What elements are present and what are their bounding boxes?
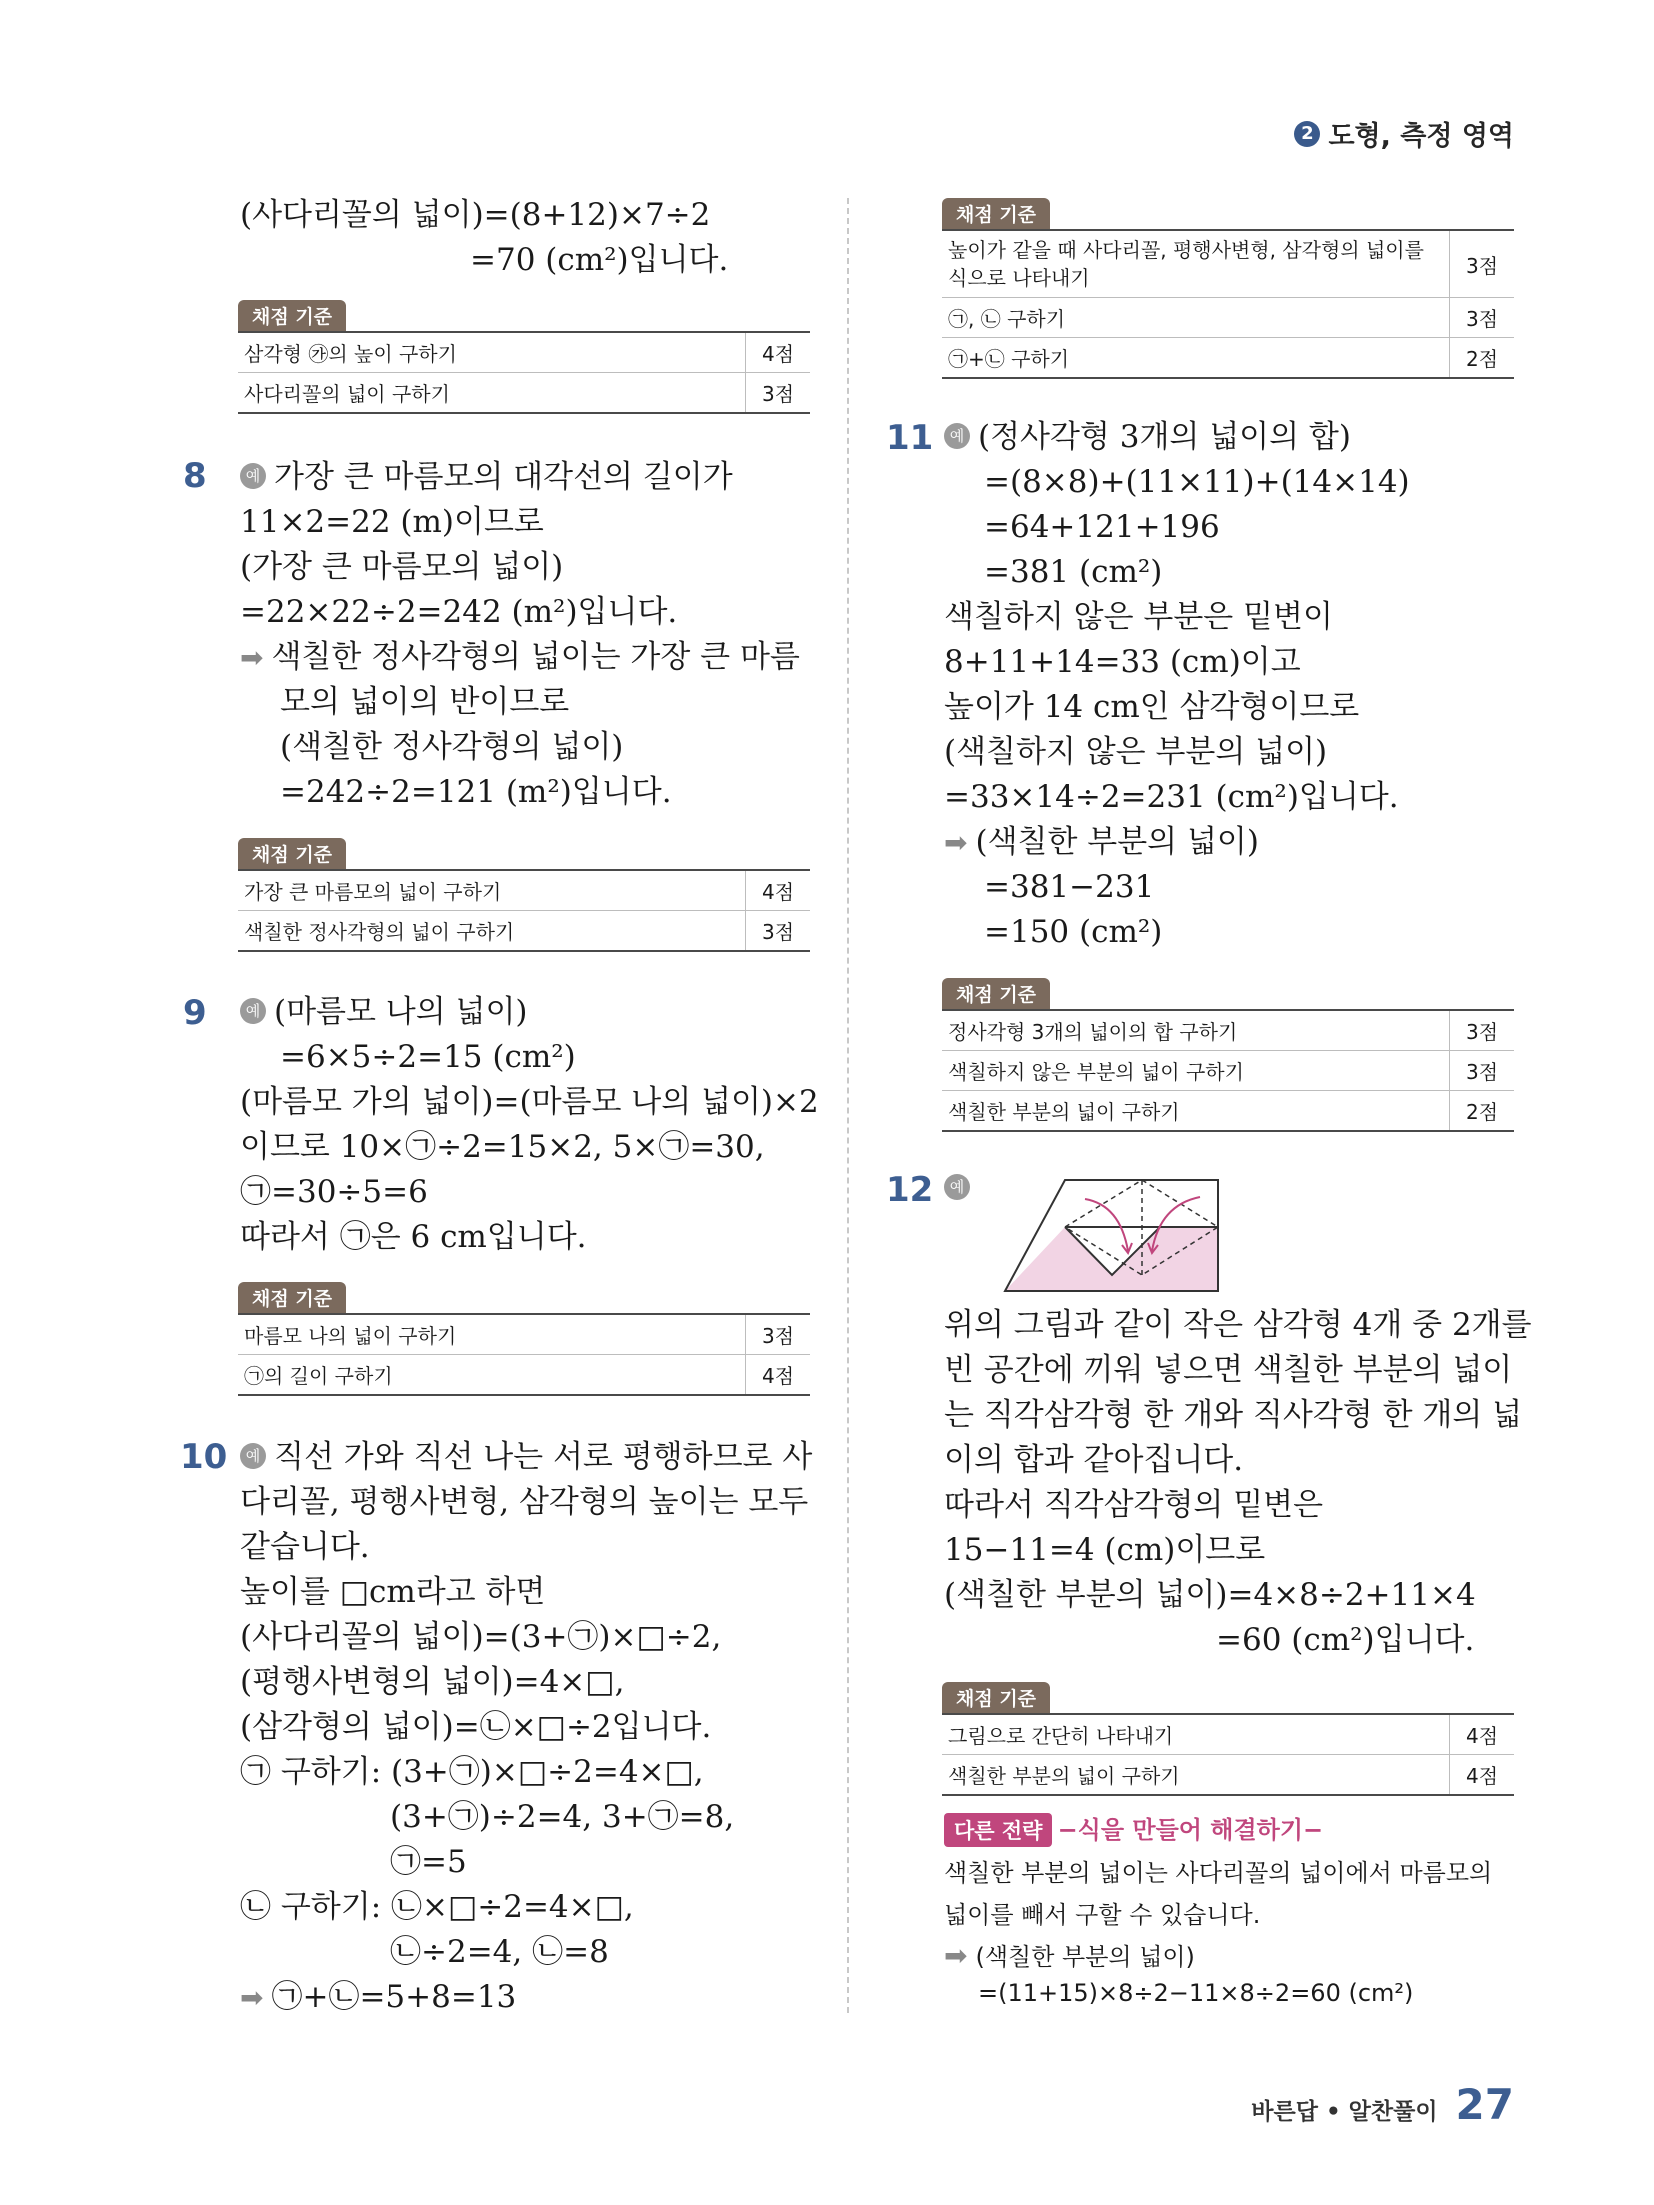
q8-line-2: 11×2=22 (m)이므로 (240, 504, 544, 540)
q12-figure (1000, 1175, 1230, 1295)
arrow-icon: ➡ (240, 641, 264, 674)
q10-line-4: 높이를 □cm라고 하면 (240, 1574, 546, 1610)
question-number-9: 9 (183, 993, 207, 1033)
criteria-row (942, 1010, 1514, 1051)
criteria-score: 3점 (746, 1314, 811, 1355)
criteria-row (942, 1091, 1514, 1132)
alt-strategy-title: −식을 만들어 해결하기− (1057, 1816, 1324, 1844)
q8-line-1: 예 가장 큰 마름모의 대각선의 길이가 (240, 455, 733, 499)
q9-line-2: =6×5÷2=15 (cm²) (280, 1039, 576, 1075)
criteria-label: 높이가 같을 때 사다리꼴, 평행사변형, 삼각형의 넓이를 식으로 나타내기 (948, 238, 1424, 290)
criteria-label: 색칠하지 않은 부분의 넓이 구하기 (942, 1051, 1450, 1091)
column-divider (847, 198, 849, 2013)
shaded-region (1005, 1227, 1218, 1291)
criteria-label: 마름모 나의 넓이 구하기 (244, 1324, 457, 1348)
criteria-tag: 채점 기준 (238, 838, 346, 869)
q11-line-10: ➡ (색칠한 부분의 넓이) (944, 820, 1259, 865)
criteria-row (942, 298, 1514, 338)
q10-line-6: (평행사변형의 넓이)=4×□, (240, 1664, 625, 1700)
criteria-row (238, 870, 810, 911)
criteria-tag: 채점 기준 (942, 1682, 1050, 1713)
q11-line-7: 높이가 14 cm인 삼각형이므로 (944, 689, 1360, 725)
criteria-label: 그림으로 간단히 나타내기 (948, 1724, 1174, 1748)
q10-line-5: (사다리꼴의 넓이)=(3+㉠)×□÷2, (240, 1619, 722, 1655)
criteria-row (942, 1755, 1514, 1796)
criteria-label: ㉠, ㉡ 구하기 (942, 298, 1450, 338)
criteria-score: 3점 (1450, 1010, 1515, 1051)
q12-line-2: 빈 공간에 끼워 넣으면 색칠한 부분의 넓이 (944, 1352, 1513, 1388)
q8-line-3: (가장 큰 마름모의 넓이) (240, 549, 564, 585)
q8-line-5: ➡ 색칠한 정사각형의 넓이는 가장 큰 마름 (240, 635, 800, 680)
q8-line-8: =242÷2=121 (m²)입니다. (280, 774, 672, 810)
q9-line-3: (마름모 가의 넓이)=(마름모 나의 넓이)×2 (240, 1084, 819, 1120)
alt-line-2: 넓이를 빼서 구할 수 있습니다. (944, 1901, 1261, 1929)
q12-line-3: 는 직각삼각형 한 개와 직사각형 한 개의 넓 (944, 1397, 1523, 1433)
criteria-label: 색칠한 부분의 넓이 구하기 (942, 1755, 1450, 1796)
q9-line-6: 따라서 ㉠은 6 cm입니다. (240, 1219, 587, 1255)
alt-line-1: 색칠한 부분의 넓이는 사다리꼴의 넓이에서 마름모의 (944, 1859, 1493, 1887)
q10-line-10: ㉠=5 (390, 1844, 467, 1880)
question-number-8: 8 (183, 456, 207, 496)
criteria-row (238, 911, 810, 952)
q10-line-7: (삼각형의 넓이)=㉡×□÷2입니다. (240, 1709, 712, 1745)
alt-strategy-header (944, 1810, 1323, 1847)
arrow-icon: ➡ (944, 1939, 968, 1972)
example-badge: 예 (944, 1174, 970, 1200)
criteria-score: 3점 (746, 373, 811, 414)
criteria-tag: 채점 기준 (238, 300, 346, 331)
q11-line-4: =381 (cm²) (984, 554, 1163, 590)
criteria-row (942, 1051, 1514, 1091)
alt-strategy-tag: 다른 전략 (944, 1813, 1052, 1847)
criteria-row (942, 1714, 1514, 1755)
example-badge: 예 (240, 1443, 266, 1469)
q7-line-1: (사다리꼴의 넓이)=(8+12)×7÷2 (240, 197, 711, 233)
criteria-label: ㉠+㉡ 구하기 (942, 338, 1450, 379)
question-number-12: 12 (886, 1170, 934, 1210)
q11-line-8: (색칠하지 않은 부분의 넓이) (944, 734, 1328, 770)
criteria-label: 삼각형 ㉮의 높이 구하기 (244, 342, 457, 366)
question-number-11: 11 (886, 418, 934, 458)
q8-line-6: 모의 넓이의 반이므로 (280, 684, 570, 720)
arrow-icon: ➡ (944, 826, 968, 859)
q9-line-4: 이므로 10×㉠÷2=15×2, 5×㉠=30, (240, 1129, 765, 1165)
q10-line-1: 예 직선 가와 직선 나는 서로 평행하므로 사 (240, 1435, 812, 1479)
page-footer (1251, 2080, 1514, 2129)
q10-line-2: 다리꼴, 평행사변형, 삼각형의 높이는 모두 (240, 1484, 809, 1520)
criteria-tag: 채점 기준 (942, 198, 1050, 229)
section-title: 도형, 측정 영역 (1328, 121, 1514, 152)
criteria-row (238, 332, 810, 373)
criteria-row (942, 338, 1514, 379)
criteria-label: 정사각형 3개의 넓이의 합 구하기 (948, 1020, 1238, 1044)
criteria-label: 색칠한 정사각형의 넓이 구하기 (238, 911, 746, 952)
q12-example (944, 1166, 978, 1210)
question-number-10: 10 (180, 1437, 228, 1477)
criteria-score: 3점 (1450, 298, 1515, 338)
q10-line-8: ㉠ 구하기: (3+㉠)×□÷2=4×□, (240, 1754, 704, 1790)
q7-line-2: =70 (cm²)입니다. (470, 242, 729, 278)
criteria-score: 2점 (1450, 1091, 1515, 1132)
criteria-tag: 채점 기준 (238, 1282, 346, 1313)
example-badge: 예 (240, 463, 266, 489)
alt-line-3: ➡ (색칠한 부분의 넓이) (944, 1939, 1195, 1972)
criteria-label: 사다리꼴의 넓이 구하기 (238, 373, 746, 414)
q12-line-5: 따라서 직각삼각형의 밑변은 (944, 1487, 1324, 1523)
q10-criteria (942, 198, 1514, 379)
q9-criteria (238, 1282, 810, 1396)
criteria-score: 4점 (1450, 1714, 1515, 1755)
page-number: 27 (1455, 2080, 1514, 2129)
criteria-label: ㉠의 길이 구하기 (238, 1355, 746, 1396)
footer-text: 바른답 • 알찬풀이 (1251, 2099, 1438, 2125)
q10-line-9: (3+㉠)÷2=4, 3+㉠=8, (390, 1799, 735, 1835)
example-badge: 예 (944, 423, 970, 449)
q10-line-12: ㉡÷2=4, ㉡=8 (390, 1934, 609, 1970)
q10-line-13: ➡ ㉠+㉡=5+8=13 (240, 1975, 516, 2020)
q11-line-6: 8+11+14=33 (cm)이고 (944, 644, 1301, 680)
criteria-score: 4점 (1450, 1755, 1515, 1796)
criteria-score: 4점 (746, 870, 811, 911)
example-badge: 예 (240, 998, 266, 1024)
q9-line-5: ㉠=30÷5=6 (240, 1174, 428, 1210)
q11-line-11: =381−231 (984, 869, 1155, 905)
criteria-score: 3점 (1450, 1051, 1515, 1091)
q7-criteria (238, 300, 810, 414)
section-number: 2 (1294, 121, 1320, 147)
q11-line-9: =33×14÷2=231 (cm²)입니다. (944, 779, 1399, 815)
q11-line-5: 색칠하지 않은 부분은 밑변이 (944, 599, 1333, 635)
q12-line-4: 이의 합과 같아집니다. (944, 1442, 1244, 1478)
q12-line-1: 위의 그림과 같이 작은 삼각형 4개 중 2개를 (944, 1307, 1532, 1343)
criteria-tag: 채점 기준 (942, 978, 1050, 1009)
alt-line-4: =(11+15)×8÷2−11×8÷2=60 (cm²) (978, 1979, 1414, 2007)
criteria-score: 2점 (1450, 338, 1515, 379)
criteria-score: 3점 (746, 911, 811, 952)
q12-line-7: (색칠한 부분의 넓이)=4×8÷2+11×4 (944, 1577, 1476, 1613)
criteria-row (238, 1355, 810, 1396)
q11-criteria (942, 978, 1514, 1132)
q12-line-6: 15−11=4 (cm)이므로 (944, 1532, 1266, 1568)
criteria-label: 가장 큰 마름모의 넓이 구하기 (244, 880, 502, 904)
criteria-score: 3점 (1450, 230, 1515, 298)
criteria-score: 4점 (746, 1355, 811, 1396)
section-header (1294, 114, 1514, 153)
q11-line-1: 예 (정사각형 3개의 넓이의 합) (944, 415, 1351, 459)
q11-line-12: =150 (cm²) (984, 914, 1163, 950)
q11-line-2: =(8×8)+(11×11)+(14×14) (984, 464, 1410, 500)
q8-criteria (238, 838, 810, 952)
q10-line-3: 같습니다. (240, 1529, 370, 1565)
q8-line-7: (색칠한 정사각형의 넓이) (280, 729, 624, 765)
criteria-score: 4점 (746, 332, 811, 373)
arrow-icon: ➡ (240, 1981, 264, 2014)
criteria-label: 색칠한 부분의 넓이 구하기 (942, 1091, 1450, 1132)
q10-line-11: ㉡ 구하기: ㉡×□÷2=4×□, (240, 1889, 634, 1925)
q8-line-4: =22×22÷2=242 (m²)입니다. (240, 594, 678, 630)
criteria-row (238, 373, 810, 414)
q9-line-1: 예 (마름모 나의 넓이) (240, 990, 528, 1034)
criteria-row (942, 230, 1514, 298)
criteria-row (238, 1314, 810, 1355)
q12-line-8: =60 (cm²)입니다. (1216, 1622, 1475, 1658)
q12-criteria (942, 1682, 1514, 1796)
q11-line-3: =64+121+196 (984, 509, 1220, 545)
